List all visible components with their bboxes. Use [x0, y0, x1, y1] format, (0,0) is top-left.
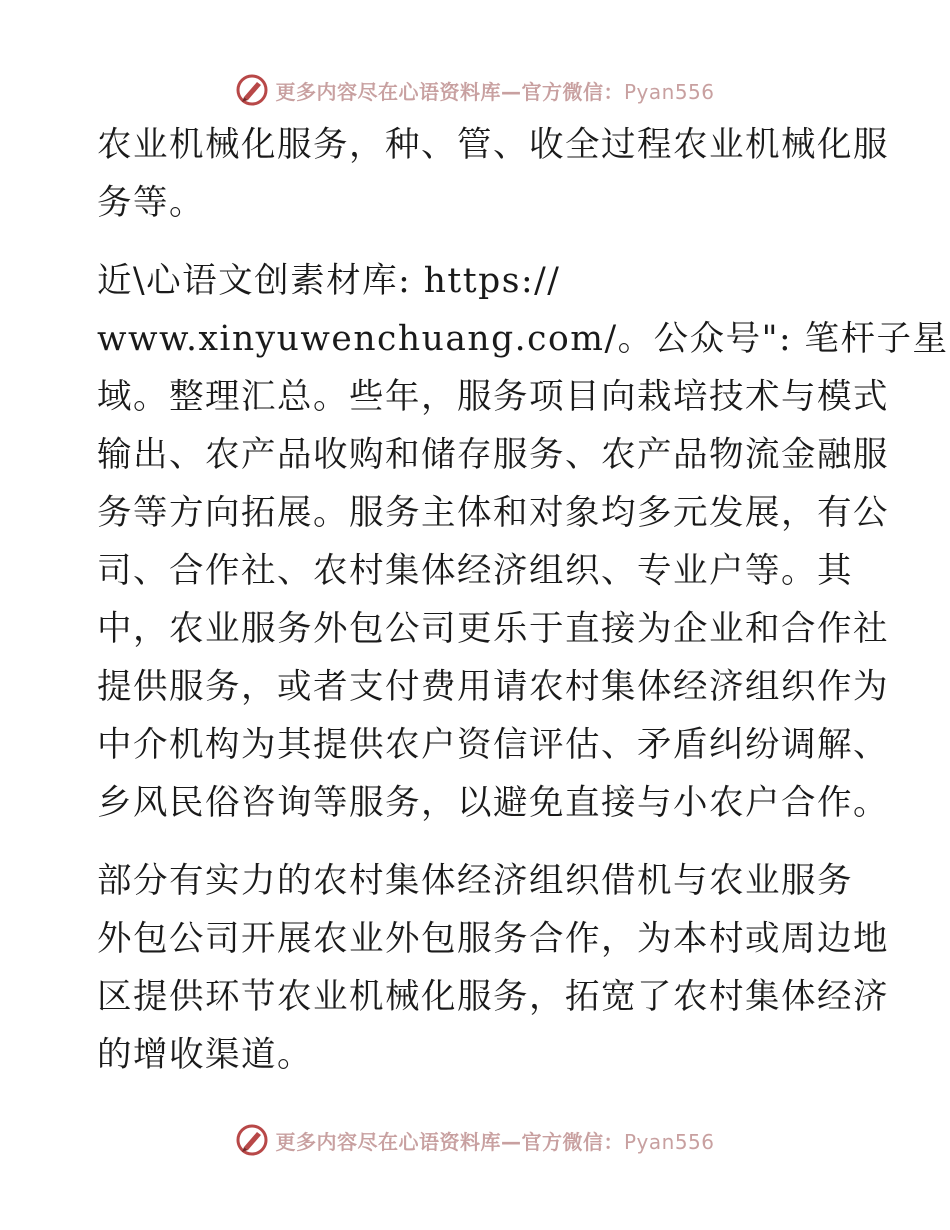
- paragraph: [97, 116, 889, 232]
- watermark-separator: —: [500, 1129, 522, 1154]
- text-line: 提供服务，或者支付费用请农村集体经济组织作为: [97, 667, 889, 707]
- paragraph: [97, 252, 949, 832]
- text-line: 中介机构为其提供农户资信评估、矛盾纠纷调解、: [97, 725, 889, 765]
- watermark-wechat-id: Pyan556: [623, 1129, 715, 1154]
- watermark-text: [275, 76, 714, 105]
- footer-watermark: [0, 1120, 950, 1160]
- text-line: 近\心语文创素材库: https://: [97, 261, 561, 301]
- text-line: 输出、农产品收购和储存服务、农产品物流金融服: [97, 435, 889, 475]
- text-line: 外包公司开展农业外包服务合作，为本村或周边地: [97, 919, 889, 959]
- text-line: 司、合作社、农村集体经济组织、专业户等。其: [97, 551, 853, 591]
- pen-seal-icon: [235, 1123, 269, 1157]
- watermark-wechat-id: Pyan556: [623, 79, 715, 104]
- text-line: 务等。: [97, 183, 205, 223]
- watermark-main-text: 更多内容尽在心语资料库: [275, 1129, 501, 1154]
- pen-seal-icon: [235, 73, 269, 107]
- paragraph: [97, 852, 889, 1084]
- text-line: 中，农业服务外包公司更乐于直接为企业和合作社: [97, 609, 889, 649]
- text-line: 的增收渠道。: [97, 1035, 313, 1075]
- watermark-separator: —: [500, 79, 522, 104]
- text-line: 务等方向拓展。服务主体和对象均多元发展，有公: [97, 493, 889, 533]
- watermark-wechat-label: 官方微信：: [521, 79, 624, 104]
- header-watermark: [0, 70, 950, 110]
- watermark-main-text: 更多内容尽在心语资料库: [275, 79, 501, 104]
- text-line: 部分有实力的农村集体经济组织借机与农业服务: [97, 861, 853, 901]
- watermark-wechat-label: 官方微信：: [521, 1129, 624, 1154]
- document-body: [97, 116, 949, 1084]
- text-line: 区提供环节农业机械化服务，拓宽了农村集体经济: [97, 977, 889, 1017]
- text-line: www.xinyuwenchuang.com/。公众号": 笔杆子星: [97, 319, 949, 359]
- text-line: 域。整理汇总。些年，服务项目向栽培技术与模式: [97, 377, 889, 417]
- watermark-text: [275, 1126, 714, 1155]
- text-line: 乡风民俗咨询等服务，以避免直接与小农户合作。: [97, 783, 889, 823]
- text-line: 农业机械化服务，种、管、收全过程农业机械化服: [97, 125, 889, 165]
